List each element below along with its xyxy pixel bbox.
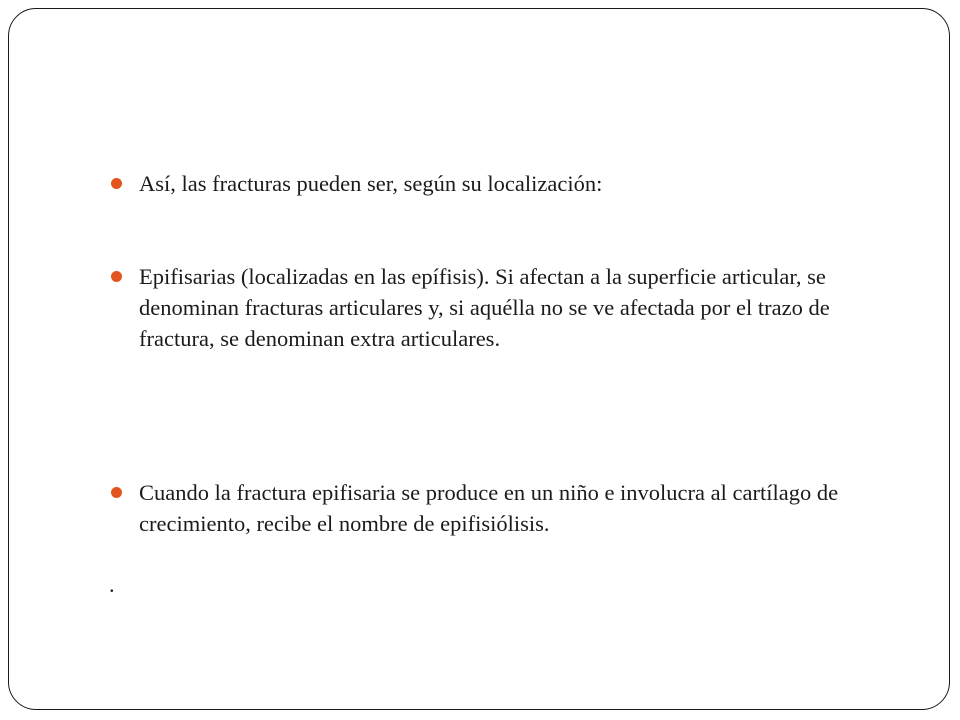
slide-frame — [8, 8, 950, 710]
bullet-dot-icon — [111, 487, 122, 498]
bullet-dot-icon — [111, 178, 122, 189]
bullet-text: Así, las fracturas pueden ser, según su localización: — [139, 171, 603, 196]
bullet-dot-icon — [111, 271, 122, 282]
trailing-period: . — [109, 572, 115, 597]
bullet-item-epifisarias — [109, 261, 899, 354]
bullet-item-epifisiolisis — [109, 477, 899, 539]
slide-content — [9, 9, 949, 709]
bullet-item-localizacion — [109, 168, 899, 199]
bullet-text: Epifisarias (localizadas en las epífisis). Si afectan a la superficie articular, se denominan fracturas articulares y, si aquélla no se ve afectada por el trazo de fractura, se denominan extra articulares. — [139, 264, 830, 351]
bullet-text: Cuando la fractura epifisaria se produce en un niño e involucra al cartílago de crecimiento, recibe el nombre de epifisiólisis. — [139, 480, 839, 536]
